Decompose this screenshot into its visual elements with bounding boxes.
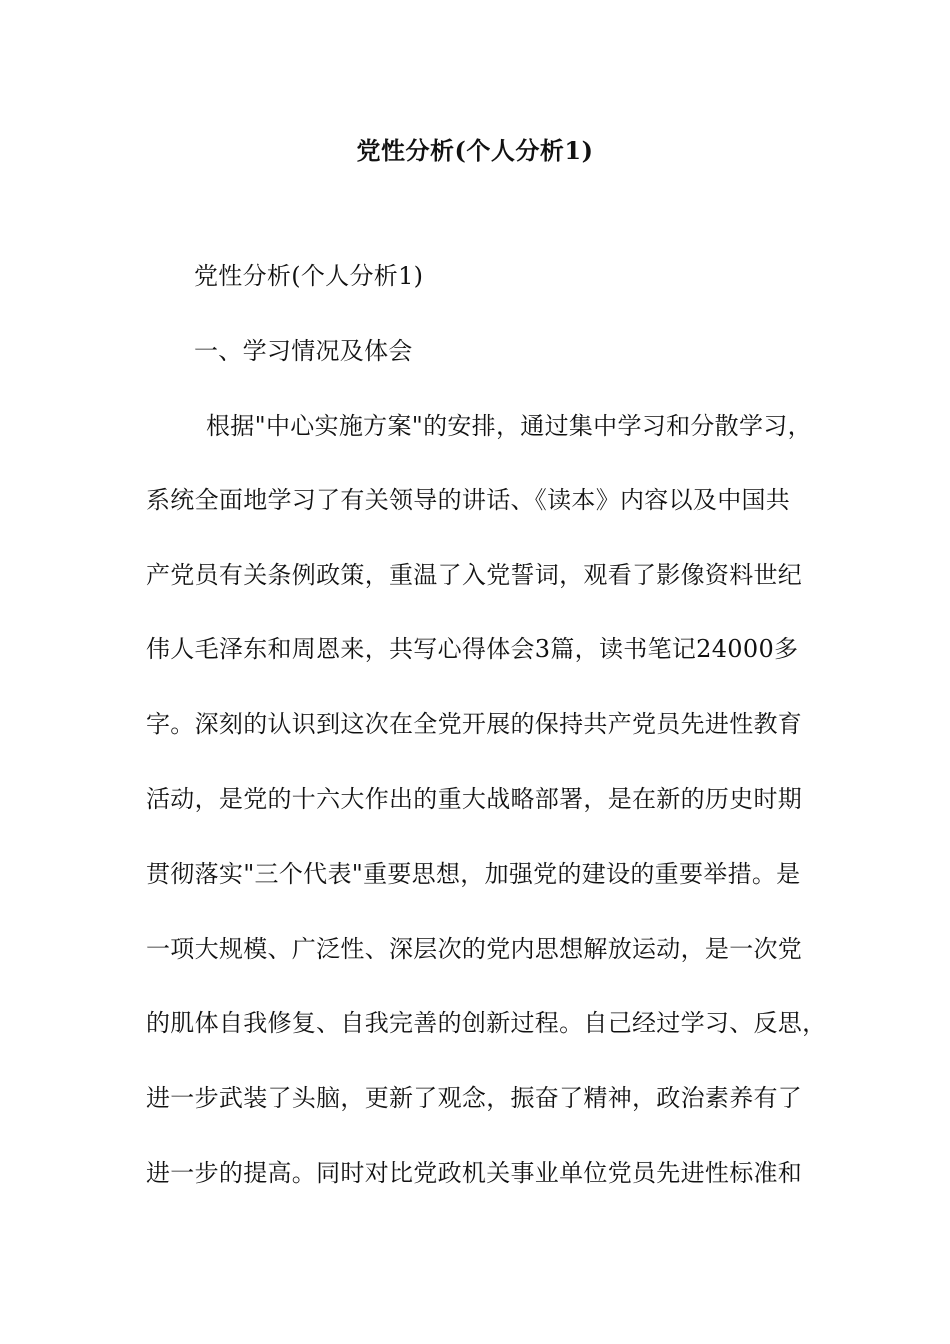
document-subtitle: 党性分析(个人分析1) (194, 262, 424, 290)
paragraph-line: 的肌体自我修复、自我完善的创新过程。自己经过学习、反思， (146, 1009, 827, 1037)
paragraph-line: 一项大规模、广泛性、深层次的党内思想解放运动，是一次党 (146, 935, 803, 963)
section-heading: 一、学习情况及体会 (194, 337, 413, 365)
paragraph-line: 进一步武装了头脑，更新了观念，振奋了精神，政治素养有了 (146, 1084, 803, 1112)
paragraph-line: 活动，是党的十六大作出的重大战略部署，是在新的历史时期 (146, 785, 803, 813)
paragraph-line: 根据"中心实施方案"的安排，通过集中学习和分散学习， (206, 412, 812, 440)
paragraph-line: 产党员有关条例政策，重温了入党誓词，观看了影像资料世纪 (146, 561, 803, 589)
paragraph-line: 伟人毛泽东和周恩来，共写心得体会3篇，读书笔记24000多 (146, 635, 799, 663)
document-title: 党性分析(个人分析1) (356, 136, 594, 165)
paragraph-line: 系统全面地学习了有关领导的讲话、《读本》内容以及中国共 (146, 486, 791, 514)
paragraph-line: 贯彻落实"三个代表"重要思想，加强党的建设的重要举措。是 (146, 860, 801, 888)
paragraph-line: 进一步的提高。同时对比党政机关事业单位党员先进性标准和 (146, 1159, 803, 1187)
paragraph-line: 字。深刻的认识到这次在全党开展的保持共产党员先进性教育 (146, 710, 803, 738)
